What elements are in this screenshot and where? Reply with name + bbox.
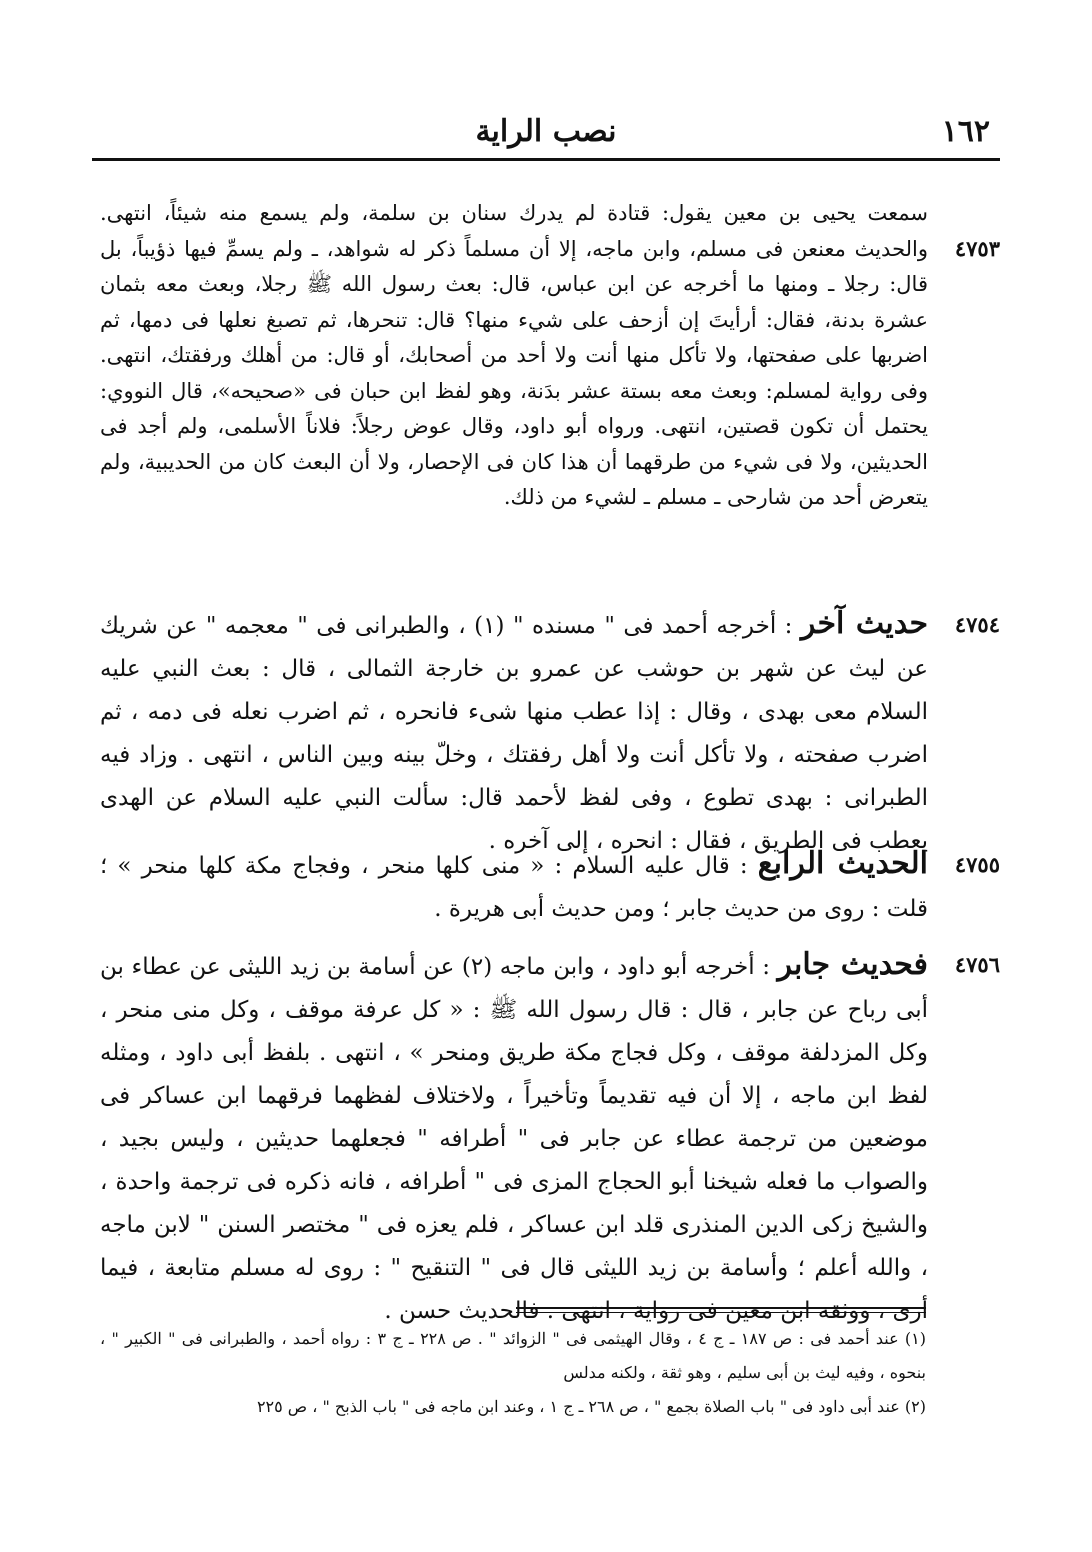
footnote: (٢) عند أبى داود فى " باب الصلاة بجمع " ، ص ٢٦٨ ـ ج ١ ، وعند ابن ماجه فى " باب الذبح " ، ص ٢٢٥ [256,1397,926,1416]
footnote: (١) عند أحمد فى : ص ١٨٧ ـ ج ٤ ، وقال الهيثمى فى " الزوائد " . ص ٢٢٨ ـ ج ٣ : رواه أحمد ، والطبرانى فى " الكبير " ، بنحوه ، وفيه ليث بن أبى سليم ، وهو ثقة ، ولكنه مدلس [100,1329,927,1382]
paragraph-text: سمعت يحيى بن معين يقول: قتادة لم يدرك سنان بن سلمة، ولم يسمع منه شيئاً، انتهى. والحديث معنعن فى مسلم، وابن ماجه، إلا أن مسلماً ذكر له شواهد، ـ ولم يسمِّ فيها ذؤيباً، بل قال: رجلا ـ ومنها ما أخرجه عن ابن عباس، قال: بعث رسول الله ﷺ رجلا، وبعث معه بثمان عشرة بدنة، فقال: أرأيتَ إن أزحف على شيء منها؟ قال: تنحرها، ثم تصبغ نعلها فى دمها، ثم اضربها على صفحتها، ولا تأكل منها أنت ولا أحد من أصحابك، أو قال: من أهلك ورفقتك، انتهى. وفى رواية لمسلم: وبعث معه بستة عشر بدَنة، وهو لفظ ابن حبان فى «صحيحه»، قال النووي: يحتمل أن تكون قصتين، انتهى. ورواه أبو داود، وقال عوض رجلاً: فلاناً الأسلمى، ولم أجد فى الحديثين، ولا فى شيء من طرقهما أن هذا كان فى الإحصار، ولا أن البعث كان من الحديبية، ولم يتعرض أحد من شارحى ـ مسلم ـ لشيء من ذلك. [100,201,928,509]
paragraph-text: : أخرجه أبو داود ، وابن ماجه (٢) عن أسامة بن زيد الليثى عن عطاء بن أبى رباح عن جابر ، قال : قال رسول الله ﷺ : « كل عرفة موقف ، وكل منى منحر ، وكل المزدلفة موقف ، وكل فجاج مكة طريق ومنحر » ، انتهى . بلفظ أبى داود ، ومثله لفظ ابن ماجه ، إلا أن فيه تقديماً وتأخيراً ، ولاختلاف لفظهما فرقهما ابن عساكر فى موضعين من ترجمة عطاء عن جابر فى " أطرافه " فجعلهما حديثين ، وليس بجيد ، والصواب ما فعله شيخنا أبو الحجاج المزى فى " أطرافه ، فانه ذكره فى ترجمة واحدة ، والشيخ زكى الدين المنذرى قلد ابن عساكر ، فلم يعزه فى " مختصر السنن " لابن ماجه ، والله أعلم ؛ وأسامة بن زيد الليثى قال فى " التنقيح " : روى له مسلم متابعة ، فيما أرى ، ووثقه ابن معين فى رواية ، انتهى . فالحديث حسن . [100,954,928,1324]
header-rule [92,158,1000,161]
footnotes [100,1322,926,1424]
paragraph-text: : أخرجه أحمد فى " مسنده " (١) ، والطبرانى فى " معجمه " عن شريك عن ليث عن شهر بن حوشب عن عمرو بن خارجة الثمالى ، قال : بعث النبي عليه السلام معى بهدى ، وقال : إذا عطب منها شىء فانحره ، ثم اضرب نعله فى دمه ، ثم اضرب صفحته ، ولا تأكل أنت ولا أهل رفقتك ، وخلّ بينه وبين الناس ، انتهى . وزاد فيه الطبرانى : بهدى تطوع ، وفى لفظ لأحمد قال: سألت النبي عليه السلام عن الهدى يعطب فى الطريق ، فقال : انحره ، إلى آخره . [100,613,928,854]
footnote-rule [516,1312,926,1313]
entry-number: ٤٧٥٥ [954,852,1000,877]
entry-number: ٤٧٥٣ [954,236,1000,261]
footnote-rule [516,1307,926,1309]
paragraph [100,943,928,1333]
entry-number: ٤٧٥٤ [954,612,1000,637]
page-number: ١٦٢ [941,114,990,149]
page-header [92,108,1000,154]
running-title: نصب الراية [475,114,617,149]
hadith-heading: حديث آخر [800,606,929,641]
paragraph-text: : قال عليه السلام : « منى كلها منحر ، وفجاج مكة كلها منحر » ؛ قلت : روى من حديث جابر ؛ ومن حديث أبى هريرة . [100,853,928,922]
paragraph [100,196,928,516]
entry-number: ٤٧٥٦ [954,952,1000,977]
paragraph [100,602,928,863]
hadith-heading: فحديث جابر [777,947,929,982]
hadith-heading: الحديث الرابع [757,846,928,881]
paragraph [100,842,928,931]
